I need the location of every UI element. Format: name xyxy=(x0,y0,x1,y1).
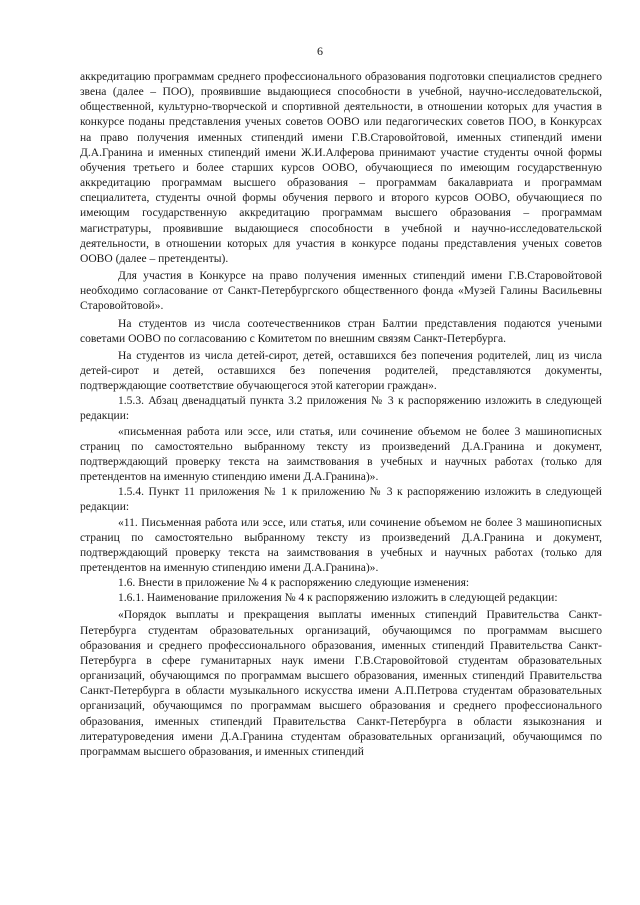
paragraph-starovoitova-approval: Для участия в Конкурсе на право получения именных стипендий имени Г.В.Старовойтовой необходимо согласование от Санкт-Петербургского общественного фонда «Музей Галины Васильевны Старовойтовой». xyxy=(80,270,602,313)
paragraph-baltic-compatriots: На студентов из числа соотечественников стран Балтии представления подаются учеными советами ООВО по согласованию с Комитетом по внешним связям Санкт-Петербурга. xyxy=(80,317,602,345)
paragraph-item-1-5-4: 1.5.4. Пункт 11 приложения № 1 к приложению № 3 к распоряжению изложить в следующей редакции: xyxy=(80,486,602,514)
paragraph-quote-appendix-title: «Порядок выплаты и прекращения выплаты именных стипендий Правительства Санкт-Петербурга студентам образовательных организаций, обучающимся по программам высшего образования и среднего профессионального образования, именных стипендий Правительства Санкт-Петербурга в сфере гуманитарных наук имени Г.В.Старовойтовой студентам образовательных организаций, обучающимся по программам высшего образования, именных стипендий Правительства Санкт-Петербурга в области музыкального искусства имени А.П.Петрова студентам образовательных организаций, обучающимся по программам высшего образования и среднего профессионального образования, именных стипендий Правительства Санкт-Петербурга в области языкознания и литературоведения имени Д.А.Гранина студентам образовательных организаций, обучающимся по программам высшего образования, и именных стипендий xyxy=(80,609,602,758)
paragraph-accreditation-continuation: аккредитацию программам среднего профессионального образования подготовки специалистов среднего звена (далее – ПОО), проявившие выдающиеся способности в учебной, научно-исследовательской, общественной, культурно-творческой и спортивной деятельности, в отношении которых для участия в конкурсе поданы представления ученых советов ООВО или педагогических советов ПОО, в Конкурсах на право получения именных стипендий имени Г.В.Старовойтовой, именных стипендий имени Д.А.Гранина и именных стипендий имени Ж.И.Алферова принимают участие студенты очной формы обучения третьего и более старших курсов ООВО, обучающиеся по имеющим государственную аккредитацию программам высшего образования – программам бакалавриата и программам специалитета, студенты очной формы обучения первого и второго курсов ООВО, обучающиеся по имеющим государственную аккредитацию программам высшего образования – программам магистратуры, проявившие выдающиеся способности в учебной и научно-исследовательской деятельности, в отношении которых для участия в конкурсе поданы представления ученых советов ООВО (далее – претенденты). xyxy=(80,71,602,265)
paragraph-quote-written-work: «письменная работа или эссе, или статья, или сочинение объемом не более 3 машинописных страниц по самостоятельно выбранному тексту из произведений Д.А.Гранина и документ, подтверждающий проверку текста на заимствования в учебных и научных работах (только для претендентов на именную стипендию имени Д.А.Гранина)». xyxy=(80,425,602,484)
paragraph-orphans: На студентов из числа детей-сирот, детей, оставшихся без попечения родителей, лиц из числа детей-сирот и детей, оставшихся без попечения родителей, представляются документы, подтверждающие соответствие обучающегося этой категории граждан». xyxy=(80,349,602,393)
paragraph-item-1-6-1: 1.6.1. Наименование приложения № 4 к распоряжению изложить в следующей редакции: xyxy=(118,592,558,605)
paragraph-quote-item-11: «11. Письменная работа или эссе, или статья, или сочинение объемом не более 3 машинописных страниц по самостоятельно выбранному тексту из произведений Д.А.Гранина и документ, подтверждающий проверку текста на заимствования в учебных и научных работах (только для претендентов на именную стипендию имени Д.А.Гранина)». xyxy=(80,516,602,574)
document-body xyxy=(80,70,602,760)
page-number: 6 xyxy=(317,44,323,58)
paragraph-item-1-6: 1.6. Внести в приложение № 4 к распоряжению следующие изменения: xyxy=(118,577,470,590)
paragraph-item-1-5-3: 1.5.3. Абзац двенадцатый пункта 3.2 приложения № 3 к распоряжению изложить в следующей редакции: xyxy=(80,395,602,423)
